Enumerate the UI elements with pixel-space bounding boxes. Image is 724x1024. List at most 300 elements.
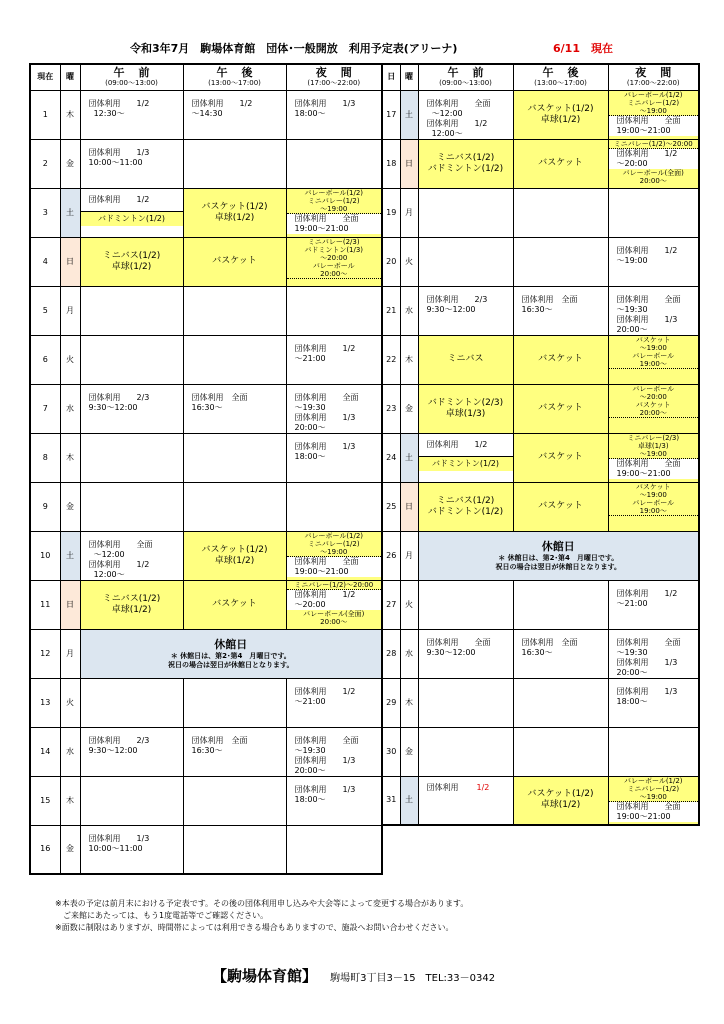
entry-line: ～19:00: [320, 547, 348, 556]
entry-line: ～19:00: [639, 106, 667, 115]
entry-line: 10:00～11:00: [88, 157, 143, 167]
entry-line: 20:00～: [294, 765, 326, 775]
entry-line: 9:30～12:00: [88, 745, 138, 755]
header-ev: 夜間 (17:00～22:00): [286, 64, 382, 90]
entry-line: 9:30～12:00: [426, 647, 476, 657]
day-row: [30, 776, 382, 825]
closed-notice: [80, 629, 382, 678]
slot-am: [80, 531, 183, 580]
slot-ev: [608, 629, 699, 678]
slot-am: [80, 139, 183, 188]
slot-ev: [608, 580, 699, 629]
entry-line: 団体利用 2/3: [88, 392, 150, 402]
entry-line: バスケット: [635, 482, 671, 491]
slot-am: [80, 286, 183, 335]
slot-ev: [286, 580, 382, 629]
entry-line: ～19:30: [616, 304, 648, 314]
day-number: 14: [30, 727, 60, 776]
day-number: 30: [382, 727, 400, 776]
entry-line: 団体利用 1/2: [294, 589, 356, 599]
header-pm: 午後 (13:00～17:00): [513, 64, 608, 90]
evening-sub-box: [287, 581, 382, 590]
entry-line: 団体利用 1/2: [294, 686, 356, 696]
entry-line: 19:00～: [639, 506, 667, 515]
day-row: [30, 90, 382, 139]
entry-line: 団体利用 全面: [521, 294, 578, 304]
entry-group: [514, 385, 608, 433]
day-number: 5: [30, 286, 60, 335]
day-row: [382, 531, 699, 580]
day-number: 9: [30, 482, 60, 531]
evening-sub-box: [287, 238, 382, 279]
entry-line: 団体利用 2/3: [88, 735, 150, 745]
slot-ev: [608, 335, 699, 384]
slot-am: [418, 384, 513, 433]
entry-line: ～20:00: [616, 158, 648, 168]
entry-line: 18:00～: [616, 696, 648, 706]
slot-am: [418, 433, 513, 482]
slot-pm: [183, 139, 286, 188]
slot-pm: [513, 629, 608, 678]
day-row: [30, 678, 382, 727]
slot-am: [80, 678, 183, 727]
slot-ev: [608, 286, 699, 335]
day-number: 22: [382, 335, 400, 384]
entry-line: ～19:00: [639, 792, 667, 801]
entry-line: 団体利用 全面: [191, 392, 248, 402]
slot-ev: [608, 482, 699, 531]
slot-am: [418, 139, 513, 188]
header-row: [30, 64, 382, 90]
slot-ev: [608, 188, 699, 237]
entry-line: バスケット: [635, 335, 671, 344]
entry-line: ～19:30: [294, 745, 326, 755]
entry-group: [419, 385, 513, 433]
day-row: [30, 825, 382, 874]
evening-general: [609, 459, 699, 479]
entry-line: 10:00～11:00: [88, 843, 143, 853]
slot-am: [80, 433, 183, 482]
day-row: [30, 433, 382, 482]
entry-label: 団体利用: [426, 782, 459, 792]
slot-am: [80, 776, 183, 825]
slot-ev: [286, 825, 382, 874]
slot-ev: [286, 531, 382, 580]
entry-line: 団体利用 全面: [88, 539, 153, 549]
header-date: 日: [382, 64, 400, 90]
entry-line: 団体利用 1/2: [294, 343, 356, 353]
entry-line: 20:00～: [320, 617, 348, 626]
entry-line: ～19:00: [639, 449, 667, 458]
day-of-week: 金: [60, 482, 80, 531]
slot-am: [418, 286, 513, 335]
note-line: ※本表の予定は前月末における予定表です。その後の団体利用申し込みや大会等によって変更する場合があります。: [55, 899, 469, 908]
slot-ev: [286, 139, 382, 188]
day-number: 4: [30, 237, 60, 286]
day-of-week: 水: [400, 629, 418, 678]
slot-ev: [608, 727, 699, 776]
entry-line: 団体利用 全面: [294, 556, 359, 566]
evening-sub-box: [609, 434, 699, 459]
slot-am: [418, 629, 513, 678]
entry-line: 団体利用 全面: [426, 98, 491, 108]
day-number: 23: [382, 384, 400, 433]
entry-line: 卓球(1/2): [214, 555, 255, 566]
slot-pm: [183, 286, 286, 335]
day-row: [382, 237, 699, 286]
entry-group: [184, 532, 286, 580]
entry-line: ～19:00: [639, 343, 667, 352]
slot-am: [80, 90, 183, 139]
evening-sub-box: [609, 777, 699, 802]
entry-line: ミニバス(1/2): [102, 593, 161, 604]
entry-line: 16:30～: [521, 304, 553, 314]
slot-am: [80, 384, 183, 433]
day-of-week: 土: [60, 188, 80, 237]
day-of-week: 月: [60, 629, 80, 678]
note-line: ※面数に制限はありますが、時間帯によっては利用できる場合もありますので、施設へお問い合わせください。: [55, 923, 454, 932]
entry-line: ～20:00: [639, 392, 667, 401]
entry-line: ミニバレー(2/3): [307, 237, 360, 246]
entry-line: 20:00～: [639, 176, 667, 185]
schedule-table-right: [381, 63, 700, 826]
entry-line: 団体利用 全面: [521, 637, 578, 647]
slot-pm: [513, 237, 608, 286]
header-date: 現在: [30, 64, 60, 90]
day-of-week: 木: [60, 90, 80, 139]
entry-line: ミニバス: [447, 354, 484, 364]
day-of-week: 日: [400, 482, 418, 531]
day-row: [30, 482, 382, 531]
entry-fraction: 1/2: [476, 782, 490, 792]
day-number: 8: [30, 433, 60, 482]
slot-pm: [513, 139, 608, 188]
slot-am: [418, 188, 513, 237]
entry-line: ～21:00: [616, 598, 648, 608]
entry-line: ミニバス(1/2): [436, 495, 495, 506]
slot-pm: [183, 90, 286, 139]
slot-pm: [183, 384, 286, 433]
slot-ev: [286, 776, 382, 825]
entry-line: 20:00～: [294, 422, 326, 432]
slot-pm: [513, 335, 608, 384]
day-number: 29: [382, 678, 400, 727]
day-row: [382, 629, 699, 678]
as-of-date: 6/11 現在: [553, 42, 613, 55]
slot-pm: [183, 482, 286, 531]
entry-line: 団体利用 1/3: [88, 147, 150, 157]
slot-ev: [608, 384, 699, 433]
entry-line: バドミントン(2/3): [427, 397, 504, 408]
day-number: 25: [382, 482, 400, 531]
slot-am: [418, 237, 513, 286]
day-of-week: 土: [400, 776, 418, 825]
evening-sub-box: [609, 483, 699, 516]
slot-pm: [183, 188, 286, 237]
entry-line: バレーボール: [632, 384, 675, 393]
day-of-week: 火: [60, 335, 80, 384]
entry-line: 19:00～21:00: [294, 566, 349, 576]
day-number: 13: [30, 678, 60, 727]
entry-line: 19:00～21:00: [616, 811, 671, 821]
evening-sub-box: [609, 169, 699, 185]
entry-line: バスケット: [538, 158, 583, 168]
day-number: 19: [382, 188, 400, 237]
entry-line: バスケット: [212, 256, 257, 266]
entry-line: 18:00～: [294, 108, 326, 118]
entry-line: バスケット: [538, 354, 583, 364]
slot-ev: [608, 237, 699, 286]
day-number: 17: [382, 90, 400, 139]
entry-line: バレーボール: [632, 498, 675, 507]
entry-line: 団体利用 1/2: [616, 245, 678, 255]
slot-pm: [513, 482, 608, 531]
entry-line: 団体利用 1/2: [88, 559, 150, 569]
slot-am: [80, 580, 183, 629]
evening-general: [287, 590, 382, 610]
day-row: [382, 727, 699, 776]
entry-line: バレーボール: [632, 351, 675, 360]
entry-line: 16:30～: [191, 745, 223, 755]
entry-line: 20:00～: [616, 667, 648, 677]
evening-sub-box: [287, 610, 382, 626]
entry-group: [514, 91, 608, 139]
entry-line: ～12:00: [88, 549, 125, 559]
entry-line: バスケット: [635, 400, 671, 409]
facility-name: 【駒場体育館】: [212, 967, 318, 985]
day-row: [382, 678, 699, 727]
entry-line: 19:00～21:00: [616, 468, 671, 478]
slot-ev: [286, 188, 382, 237]
entry-line: 団体利用 2/3: [426, 294, 488, 304]
day-of-week: 金: [60, 139, 80, 188]
evening-general: [609, 149, 699, 169]
slot-pm: [183, 335, 286, 384]
entry-line: バスケット(1/2): [201, 201, 268, 212]
evening-sub-box: [609, 91, 699, 116]
slot-am: [80, 825, 183, 874]
slot-am: [418, 776, 513, 825]
entry-line: ～19:00: [639, 490, 667, 499]
entry-group: [419, 140, 513, 188]
day-of-week: 月: [400, 531, 418, 580]
schedule-table-left: [29, 63, 383, 875]
entry-line: バレーボール(1/2): [623, 776, 683, 785]
day-of-week: 土: [400, 90, 418, 139]
entry-line: 卓球(1/2): [540, 800, 581, 811]
day-number: 6: [30, 335, 60, 384]
day-of-week: 木: [60, 433, 80, 482]
slot-ev: [608, 433, 699, 482]
day-number: 27: [382, 580, 400, 629]
entry-line: 卓球(1/2): [214, 212, 255, 223]
day-number: 11: [30, 580, 60, 629]
entry-line: ～19:00: [320, 204, 348, 213]
entry-line: ～20:00: [294, 599, 326, 609]
entry-line: バスケット: [212, 599, 257, 609]
title-text: 令和3年7月 駒場体育館 団体･一般開放 利用予定表(アリーナ): [130, 42, 458, 55]
entry-line: 19:00～21:00: [616, 125, 671, 135]
header-dow: 曜: [60, 64, 80, 90]
day-row: [30, 629, 382, 678]
day-row: [30, 531, 382, 580]
entry-line: 団体利用 全面: [616, 458, 681, 468]
entry-line: 20:00～: [616, 324, 648, 334]
day-of-week: 木: [60, 776, 80, 825]
day-number: 28: [382, 629, 400, 678]
entry-line: ミニバス(1/2): [436, 152, 495, 163]
entry-line: 団体利用 全面: [616, 294, 681, 304]
day-row: [30, 237, 382, 286]
notes: [55, 898, 468, 934]
entry-line: 団体利用 1/3: [616, 657, 678, 667]
day-number: 26: [382, 531, 400, 580]
slot-ev: [286, 335, 382, 384]
slot-am: [80, 237, 183, 286]
slot-pm: [183, 727, 286, 776]
entry-line: 団体利用 全面: [294, 213, 359, 223]
entry-line: 団体利用 1/2: [616, 148, 678, 158]
entry-line: ミニバレー(1/2): [307, 196, 360, 205]
entry-line: 団体利用 1/3: [294, 412, 356, 422]
entry-line: 団体利用 1/2: [191, 98, 253, 108]
day-of-week: 金: [400, 727, 418, 776]
evening-sub-box: [609, 385, 699, 418]
entry-group: [184, 189, 286, 237]
evening-sub-box: [287, 532, 382, 557]
entry-group: [419, 483, 513, 531]
entry-line: 団体利用 1/3: [294, 755, 356, 765]
slot-am: [418, 482, 513, 531]
closed-l1: ＊ 休館日は、第2･第4 月曜日です。: [498, 553, 619, 562]
slot-pm: [183, 678, 286, 727]
page-title: [0, 40, 724, 58]
slot-ev: [286, 482, 382, 531]
entry-line: バレーボール(1/2): [304, 188, 364, 197]
day-row: [30, 727, 382, 776]
entry-group: [514, 777, 608, 825]
facility-address: 駒場町3丁目3－15 TEL:33－0342: [330, 973, 496, 984]
slot-pm: [513, 727, 608, 776]
day-number: 12: [30, 629, 60, 678]
day-number: 1: [30, 90, 60, 139]
slot-ev: [608, 90, 699, 139]
entry-line: ミニバス(1/2): [102, 250, 161, 261]
entry-line: 団体利用 1/3: [616, 686, 678, 696]
evening-sub-box: [287, 189, 382, 214]
day-row: [382, 384, 699, 433]
day-number: 21: [382, 286, 400, 335]
day-row: [30, 335, 382, 384]
entry-line: 12:00～: [88, 569, 125, 579]
day-row: [382, 335, 699, 384]
slot-ev: [286, 727, 382, 776]
day-of-week: 火: [60, 678, 80, 727]
slot-am: [80, 727, 183, 776]
footer: [212, 965, 495, 986]
slot-ev: [608, 139, 699, 188]
day-number: 24: [382, 433, 400, 482]
day-of-week: 火: [400, 237, 418, 286]
day-row: [382, 580, 699, 629]
entry-line: バスケット(1/2): [527, 789, 594, 800]
slot-pm: [513, 580, 608, 629]
slot-pm: [183, 580, 286, 629]
entry-line: 団体利用 全面: [294, 392, 359, 402]
slot-pm: [183, 433, 286, 482]
slot-ev: [608, 776, 699, 825]
evening-general: [287, 214, 382, 234]
day-row: [30, 384, 382, 433]
day-number: 2: [30, 139, 60, 188]
entry-line: 16:30～: [191, 402, 223, 412]
slot-ev: [286, 90, 382, 139]
day-row: [382, 776, 699, 825]
day-row: [30, 286, 382, 335]
entry-line: ミニバレー(1/2): [627, 784, 680, 793]
slot-pm: [513, 90, 608, 139]
closed-l2: 祝日の場合は翌日が休館日となります。: [168, 660, 294, 669]
entry-line: ～20:00: [320, 253, 348, 262]
day-number: 3: [30, 188, 60, 237]
entry-line: 16:30～: [521, 647, 553, 657]
entry-line: 卓球(1/2): [111, 261, 152, 272]
entry-line: 団体利用 1/2: [616, 588, 678, 598]
header-am: 午前 (09:00～13:00): [418, 64, 513, 90]
day-of-week: 金: [400, 384, 418, 433]
header-dow: 曜: [400, 64, 418, 90]
entry-line: ～14:30: [191, 108, 223, 118]
entry-line: 団体利用 全面: [426, 637, 491, 647]
evening-sub-box: [609, 140, 699, 149]
day-row: [382, 482, 699, 531]
day-of-week: 月: [400, 188, 418, 237]
entry-line: 団体利用 全面: [616, 637, 681, 647]
entry-line: ミニバレー(1/2)～20:00: [613, 139, 693, 148]
entry-line: 団体利用 全面: [191, 735, 248, 745]
day-row: [30, 188, 382, 237]
header-row: [382, 64, 699, 90]
entry-line: 20:00～: [639, 408, 667, 417]
entry-group: [514, 434, 608, 482]
entry-group: [184, 238, 286, 286]
entry-line: 団体利用 1/3: [294, 784, 356, 794]
evening-general: [287, 557, 382, 577]
slot-ev: [608, 678, 699, 727]
day-of-week: 日: [60, 580, 80, 629]
slot-am: [418, 580, 513, 629]
entry-line: ～19:00: [616, 255, 648, 265]
entry-line: ～19:30: [294, 402, 326, 412]
day-row: [30, 139, 382, 188]
entry-line: 9:30～12:00: [88, 402, 138, 412]
entry-line: ～21:00: [294, 353, 326, 363]
day-of-week: 月: [60, 286, 80, 335]
entry-line: 団体利用 1/3: [294, 441, 356, 451]
closed-notice: [418, 531, 699, 580]
slot-am: [418, 727, 513, 776]
entry-line: ～21:00: [294, 696, 326, 706]
day-of-week: 水: [60, 384, 80, 433]
entry-line: 18:00～: [294, 794, 326, 804]
entry-line: 卓球(1/3): [637, 441, 669, 450]
evening-general: [609, 116, 699, 136]
entry-line: 12:00～: [426, 128, 463, 138]
slot-ev: [286, 678, 382, 727]
entry-line: バスケット(1/2): [527, 103, 594, 114]
day-row: [382, 188, 699, 237]
day-of-week: 木: [400, 335, 418, 384]
